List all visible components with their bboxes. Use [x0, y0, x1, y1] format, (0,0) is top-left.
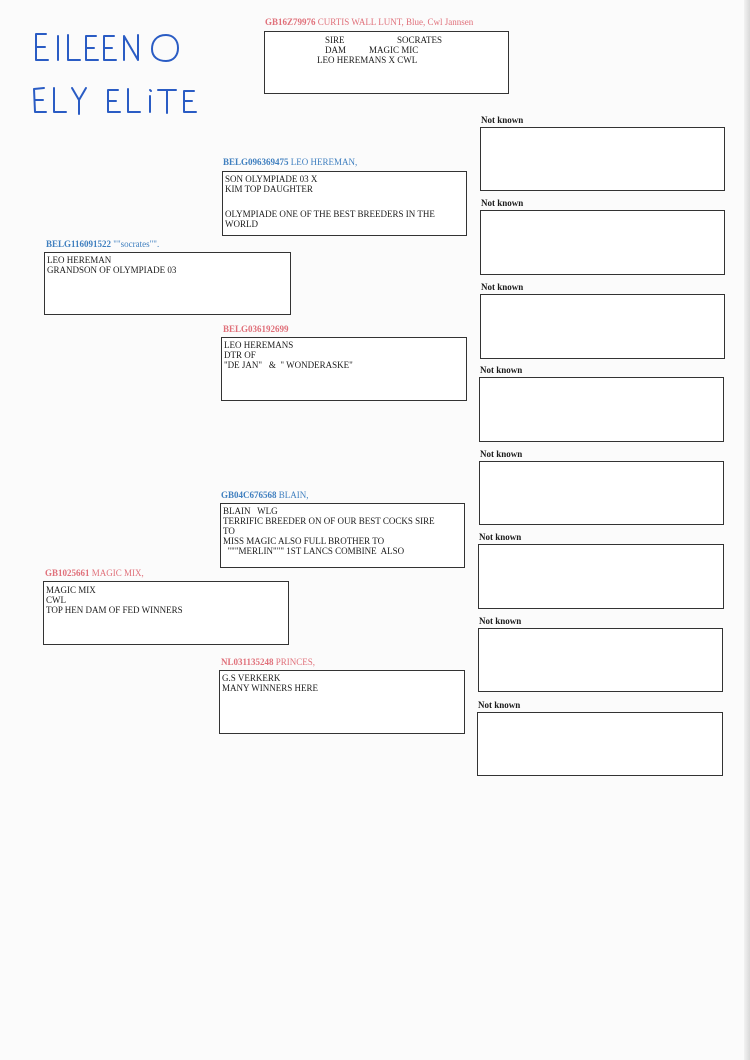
- gg-box-7: [478, 628, 723, 692]
- subject-sire-label: SIRE: [325, 35, 345, 45]
- subject-name: CURTIS WALL LUNT, Blue, Cwl Jannsen: [317, 17, 474, 27]
- subject-ring-number: GB16Z79976: [265, 17, 316, 27]
- gg-box-4: [479, 377, 724, 442]
- sire-sire-line-2: KIM TOP DAUGHTER: [225, 184, 313, 194]
- sire-dam-line-1: LEO HEREMANS: [224, 340, 294, 350]
- sire-sire-name: LEO HEREMAN,: [290, 157, 358, 167]
- scan-edge-shadow: [744, 0, 750, 1060]
- dam-sire-header: [221, 490, 309, 501]
- gg-box-2: [480, 210, 725, 275]
- dam-sire-line-1: BLAIN WLG: [223, 506, 278, 516]
- subject-sire-value: SOCRATES: [397, 35, 443, 45]
- dam-ring-number: GB1025661: [45, 568, 90, 578]
- gg-label-4: Not known: [480, 365, 523, 375]
- subject-header: [265, 17, 473, 28]
- sire-sire-line-4: OLYMPIADE ONE OF THE BEST BREEDERS IN THE: [225, 209, 435, 219]
- sire-line-1: LEO HEREMAN: [47, 255, 112, 265]
- sire-dam-line-2: DTR OF: [224, 350, 256, 360]
- dam-header: [45, 568, 144, 579]
- dam-name: MAGIC MIX,: [91, 568, 144, 578]
- sire-sire-ring-number: BELG096369475: [223, 157, 289, 167]
- dam-sire-line-2: TERRIFIC BREEDER ON OF OUR BEST COCKS SIRE: [223, 516, 435, 526]
- subject-dam-label: DAM: [325, 45, 347, 55]
- dam-sire-line-3: TO: [223, 526, 235, 536]
- sire-sire-header: [223, 157, 357, 168]
- sire-line-2: GRANDSON OF OLYMPIADE 03: [47, 265, 177, 275]
- sire-dam-line-3: "DE JAN" & " WONDERASKE": [224, 360, 353, 370]
- sire-header: [46, 239, 159, 250]
- gg-box-3: [480, 294, 725, 359]
- handwritten-name-line2: [32, 84, 222, 123]
- dam-dam-line-1: G.S VERKERK: [222, 673, 281, 683]
- gg-label-6: Not known: [479, 532, 522, 542]
- dam-line-3: TOP HEN DAM OF FED WINNERS: [46, 605, 183, 615]
- gg-label-1: Not known: [481, 115, 524, 125]
- handwritten-name-line1: [32, 30, 202, 71]
- sire-name: ""socrates"".: [113, 239, 160, 249]
- dam-sire-line-5: """MERLIN""" 1ST LANCS COMBINE ALSO: [223, 546, 405, 556]
- gg-label-2: Not known: [481, 198, 524, 208]
- sire-dam-ring-number: BELG036192699: [223, 324, 289, 334]
- sire-sire-line-1: SON OLYMPIADE 03 X: [225, 174, 318, 184]
- dam-line-1: MAGIC MIX: [46, 585, 96, 595]
- dam-sire-ring-number: GB04C676568: [221, 490, 277, 500]
- sire-sire-box: [222, 171, 467, 236]
- subject-cross: LEO HEREMANS X CWL: [317, 55, 418, 65]
- sire-dam-header: [223, 324, 289, 335]
- gg-label-5: Not known: [480, 449, 523, 459]
- gg-box-6: [478, 544, 724, 609]
- gg-box-5: [479, 461, 724, 525]
- gg-label-8: Not known: [478, 700, 521, 710]
- dam-line-2: CWL: [46, 595, 66, 605]
- dam-sire-line-4: MISS MAGIC ALSO FULL BROTHER TO: [223, 536, 385, 546]
- sire-box: [44, 252, 291, 315]
- subject-box: [264, 31, 509, 94]
- gg-label-7: Not known: [479, 616, 522, 626]
- sire-dam-box: [221, 337, 467, 401]
- dam-dam-ring-number: NL031135248: [221, 657, 274, 667]
- dam-dam-box: [219, 670, 465, 734]
- dam-dam-header: [221, 657, 315, 668]
- dam-sire-box: [220, 503, 465, 568]
- subject-dam-value: MAGIC MIC: [369, 45, 419, 55]
- gg-label-3: Not known: [481, 282, 524, 292]
- dam-box: [43, 581, 289, 645]
- sire-sire-line-5: WORLD: [225, 219, 258, 229]
- sire-ring-number: BELG116091522: [46, 239, 112, 249]
- dam-dam-line-2: MANY WINNERS HERE: [222, 683, 318, 693]
- dam-sire-name: BLAIN,: [278, 490, 309, 500]
- gg-box-1: [480, 127, 725, 191]
- gg-box-8: [477, 712, 723, 776]
- dam-dam-name: PRINCES,: [275, 657, 316, 667]
